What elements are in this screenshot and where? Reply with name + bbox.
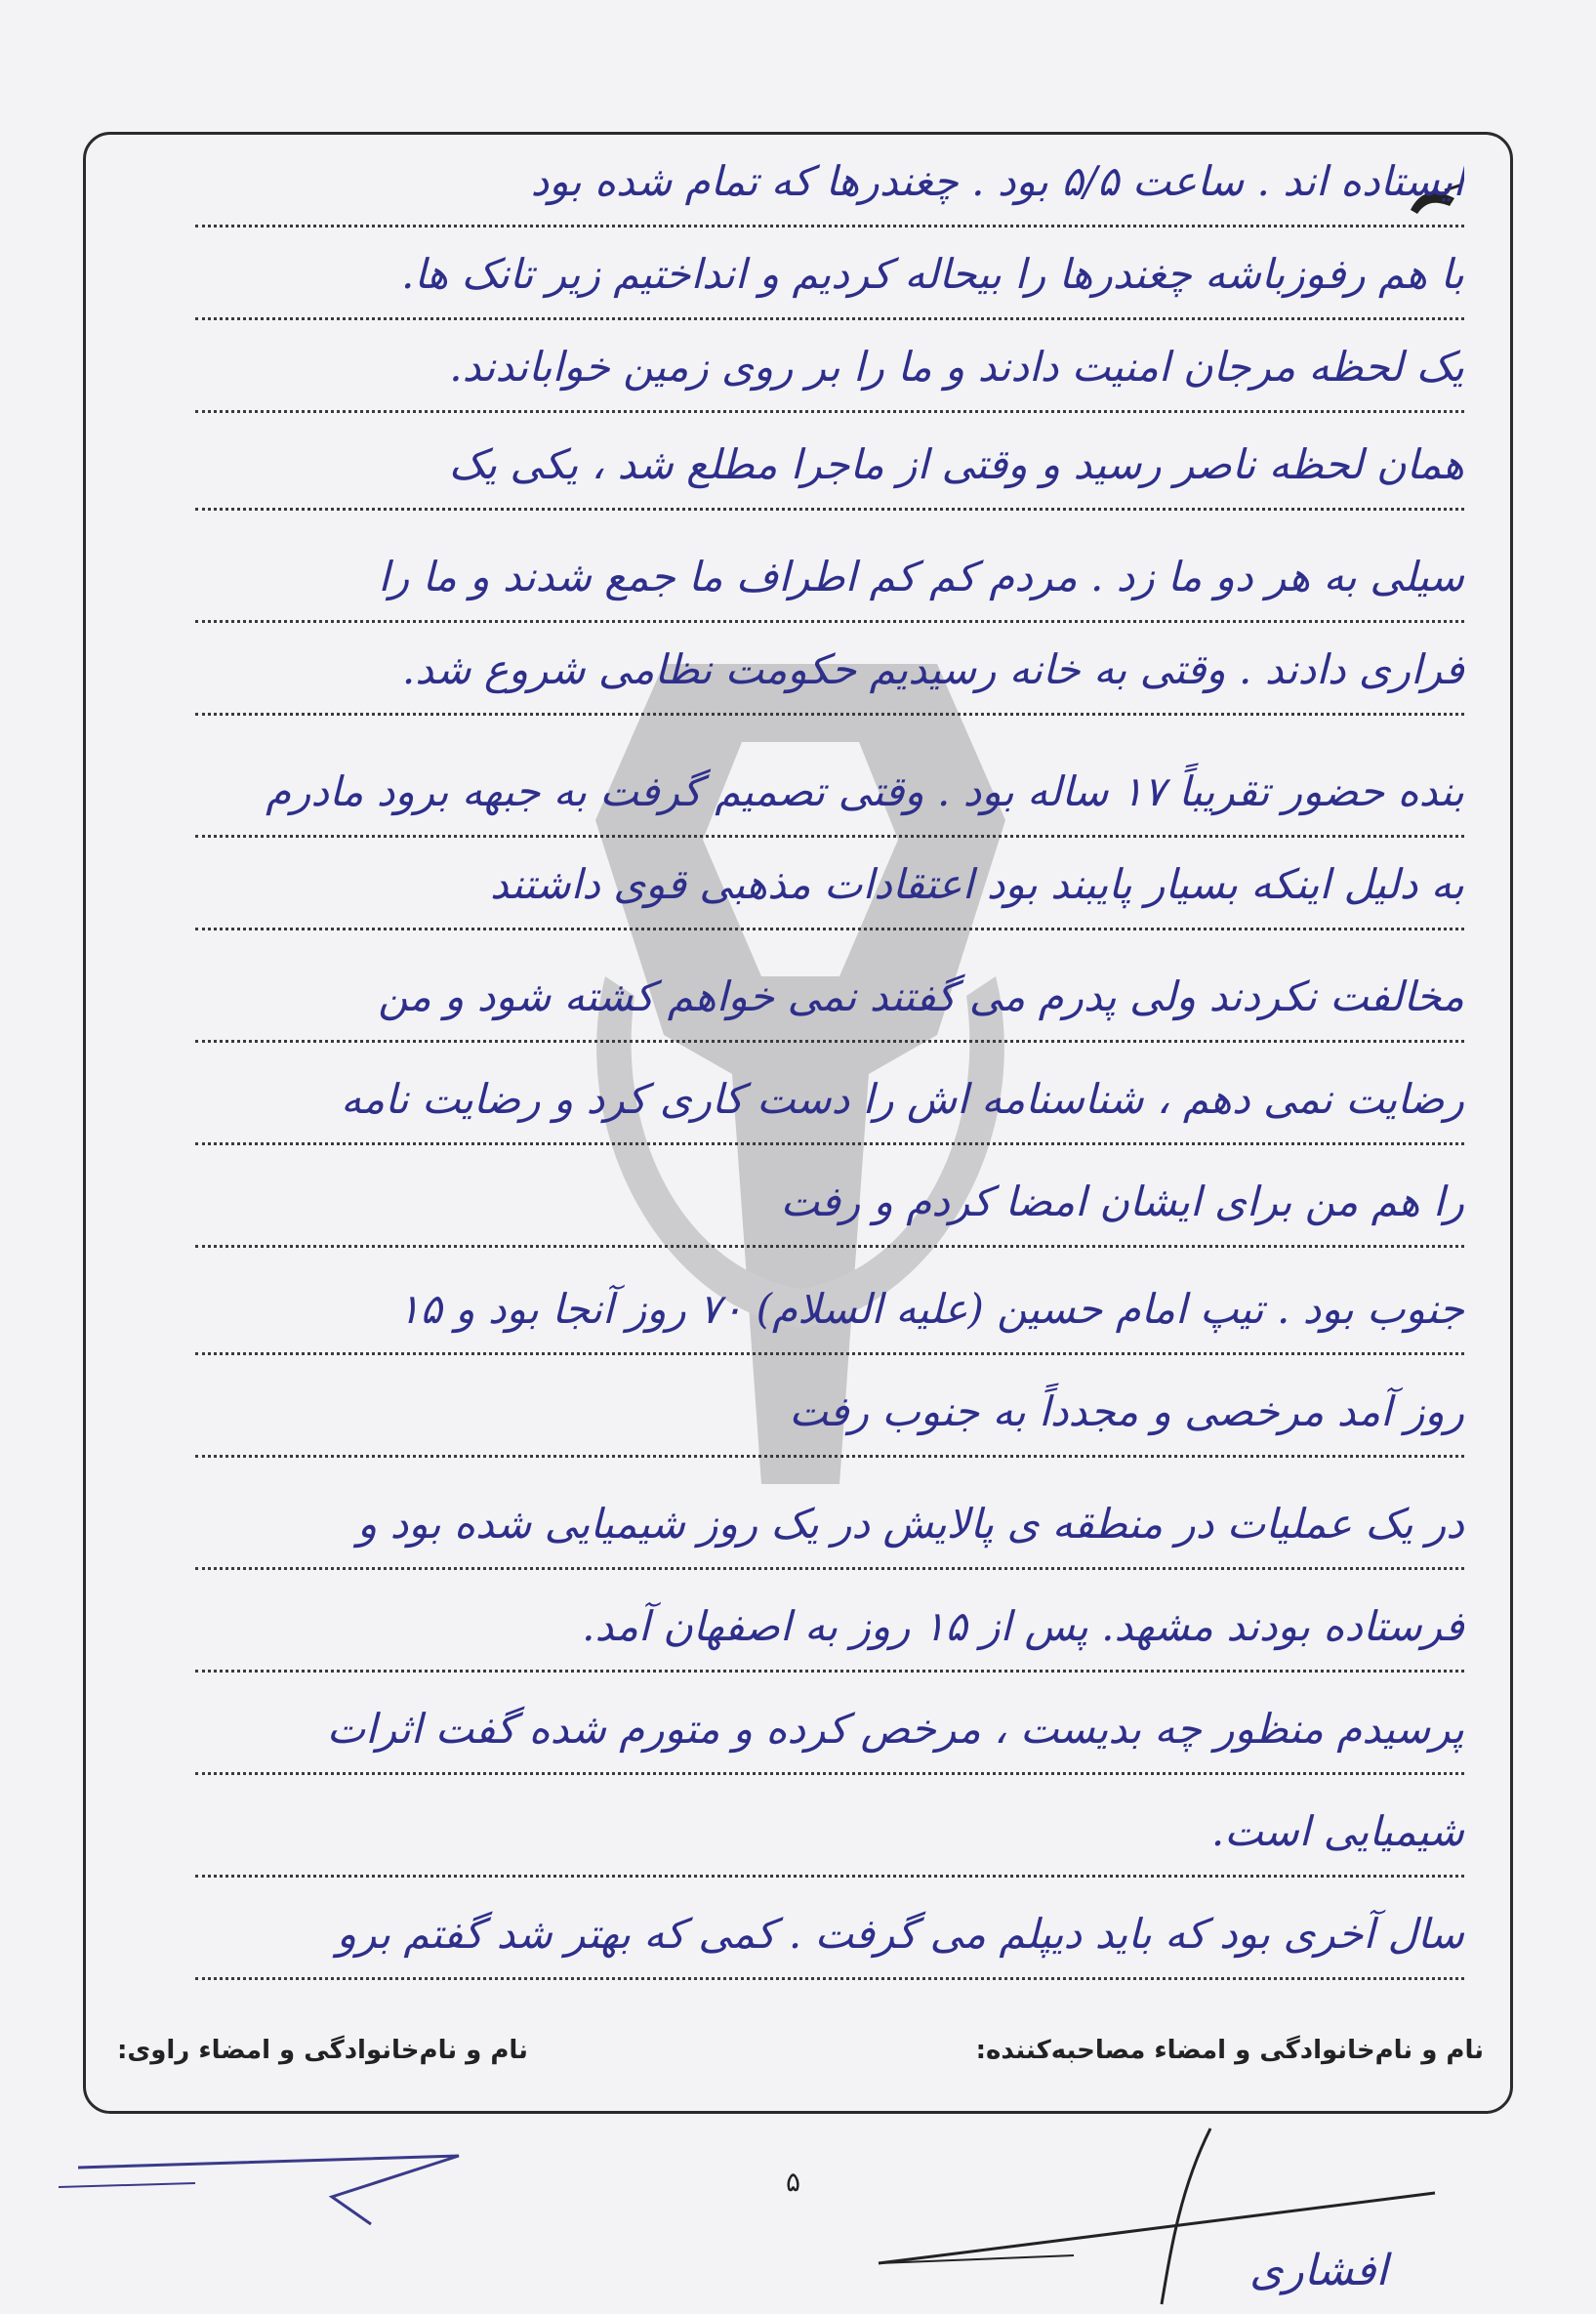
handwritten-line: سال آخری بود که باید دیپلم می گرفت . کمی که بهتر شد گفتم برو <box>195 1899 1464 1980</box>
handwritten-line: یک لحظه مرجان امنیت دادند و ما را بر روی زمین خواباندند. <box>195 332 1464 413</box>
handwritten-line: ایستاده اند . ساعت ۵/۵ بود . چغندرها که تمام شده بود <box>195 146 1464 227</box>
handwritten-line: جنوب بود . تیپ امام حسین (علیه السلام) ۷۰ روز آنجا بود و ۱۵ <box>195 1274 1464 1355</box>
handwritten-line: همان لحظه ناصر رسید و وقتی از ماجرا مطلع شد ، یکی یک <box>195 430 1464 511</box>
handwritten-line: فرستاده بودند مشهد. پس از ۱۵ روز به اصفهان آمد. <box>195 1591 1464 1673</box>
handwritten-line: را هم من برای ایشان امضا کردم و رفت <box>195 1167 1464 1248</box>
signature-name: افشاری <box>1249 2246 1388 2295</box>
interviewer-signature-label: نام و نام‌خانوادگی و امضاء مصاحبه‌کننده: <box>975 2036 1484 2065</box>
signature-footer <box>117 2036 1484 2085</box>
handwritten-line: با هم رفوزباشه چغندرها را بیحاله کردیم و انداختیم زیر تانک ها. <box>195 239 1464 320</box>
handwritten-line: بنده حضور تقریباً ۱۷ ساله بود . وقتی تصمیم گرفت به جبهه برود مادرم <box>195 757 1464 838</box>
handwritten-line: رضایت نمی دهم ، شناسنامه اش را دست کاری کرد و رضایت نامه <box>195 1064 1464 1145</box>
handwritten-line: به دلیل اینکه بسیار پایبند بود اعتقادات مذهبی قوی داشتند <box>195 849 1464 930</box>
handwritten-line: فراری دادند . وقتی به خانه رسیدیم حکومت نظامی شروع شد. <box>195 635 1464 716</box>
handwritten-line: روز آمد مرخصی و مجدداً به جنوب رفت <box>195 1377 1464 1458</box>
page-number: ۵ <box>786 2166 801 2198</box>
narrator-signature-label: نام و نام‌خانوادگی و امضاء راوی: <box>117 2036 528 2065</box>
handwritten-line: مخالفت نکردند ولی پدرم می گفتند نمی خواهم کشته شود و من <box>195 962 1464 1043</box>
handwritten-line: شیمیایی است. <box>195 1797 1464 1878</box>
handwritten-line: سیلی به هر دو ما زد . مردم کم کم اطراف ما جمع شدند و ما را <box>195 542 1464 623</box>
handwritten-line: در یک عملیات در منطقه ی پالایش در یک روز شیمیایی شده بود و <box>195 1489 1464 1570</box>
handwritten-line: پرسیدم منظور چه بدیست ، مرخص کرده و متورم شده گفت اثرات <box>195 1694 1464 1775</box>
